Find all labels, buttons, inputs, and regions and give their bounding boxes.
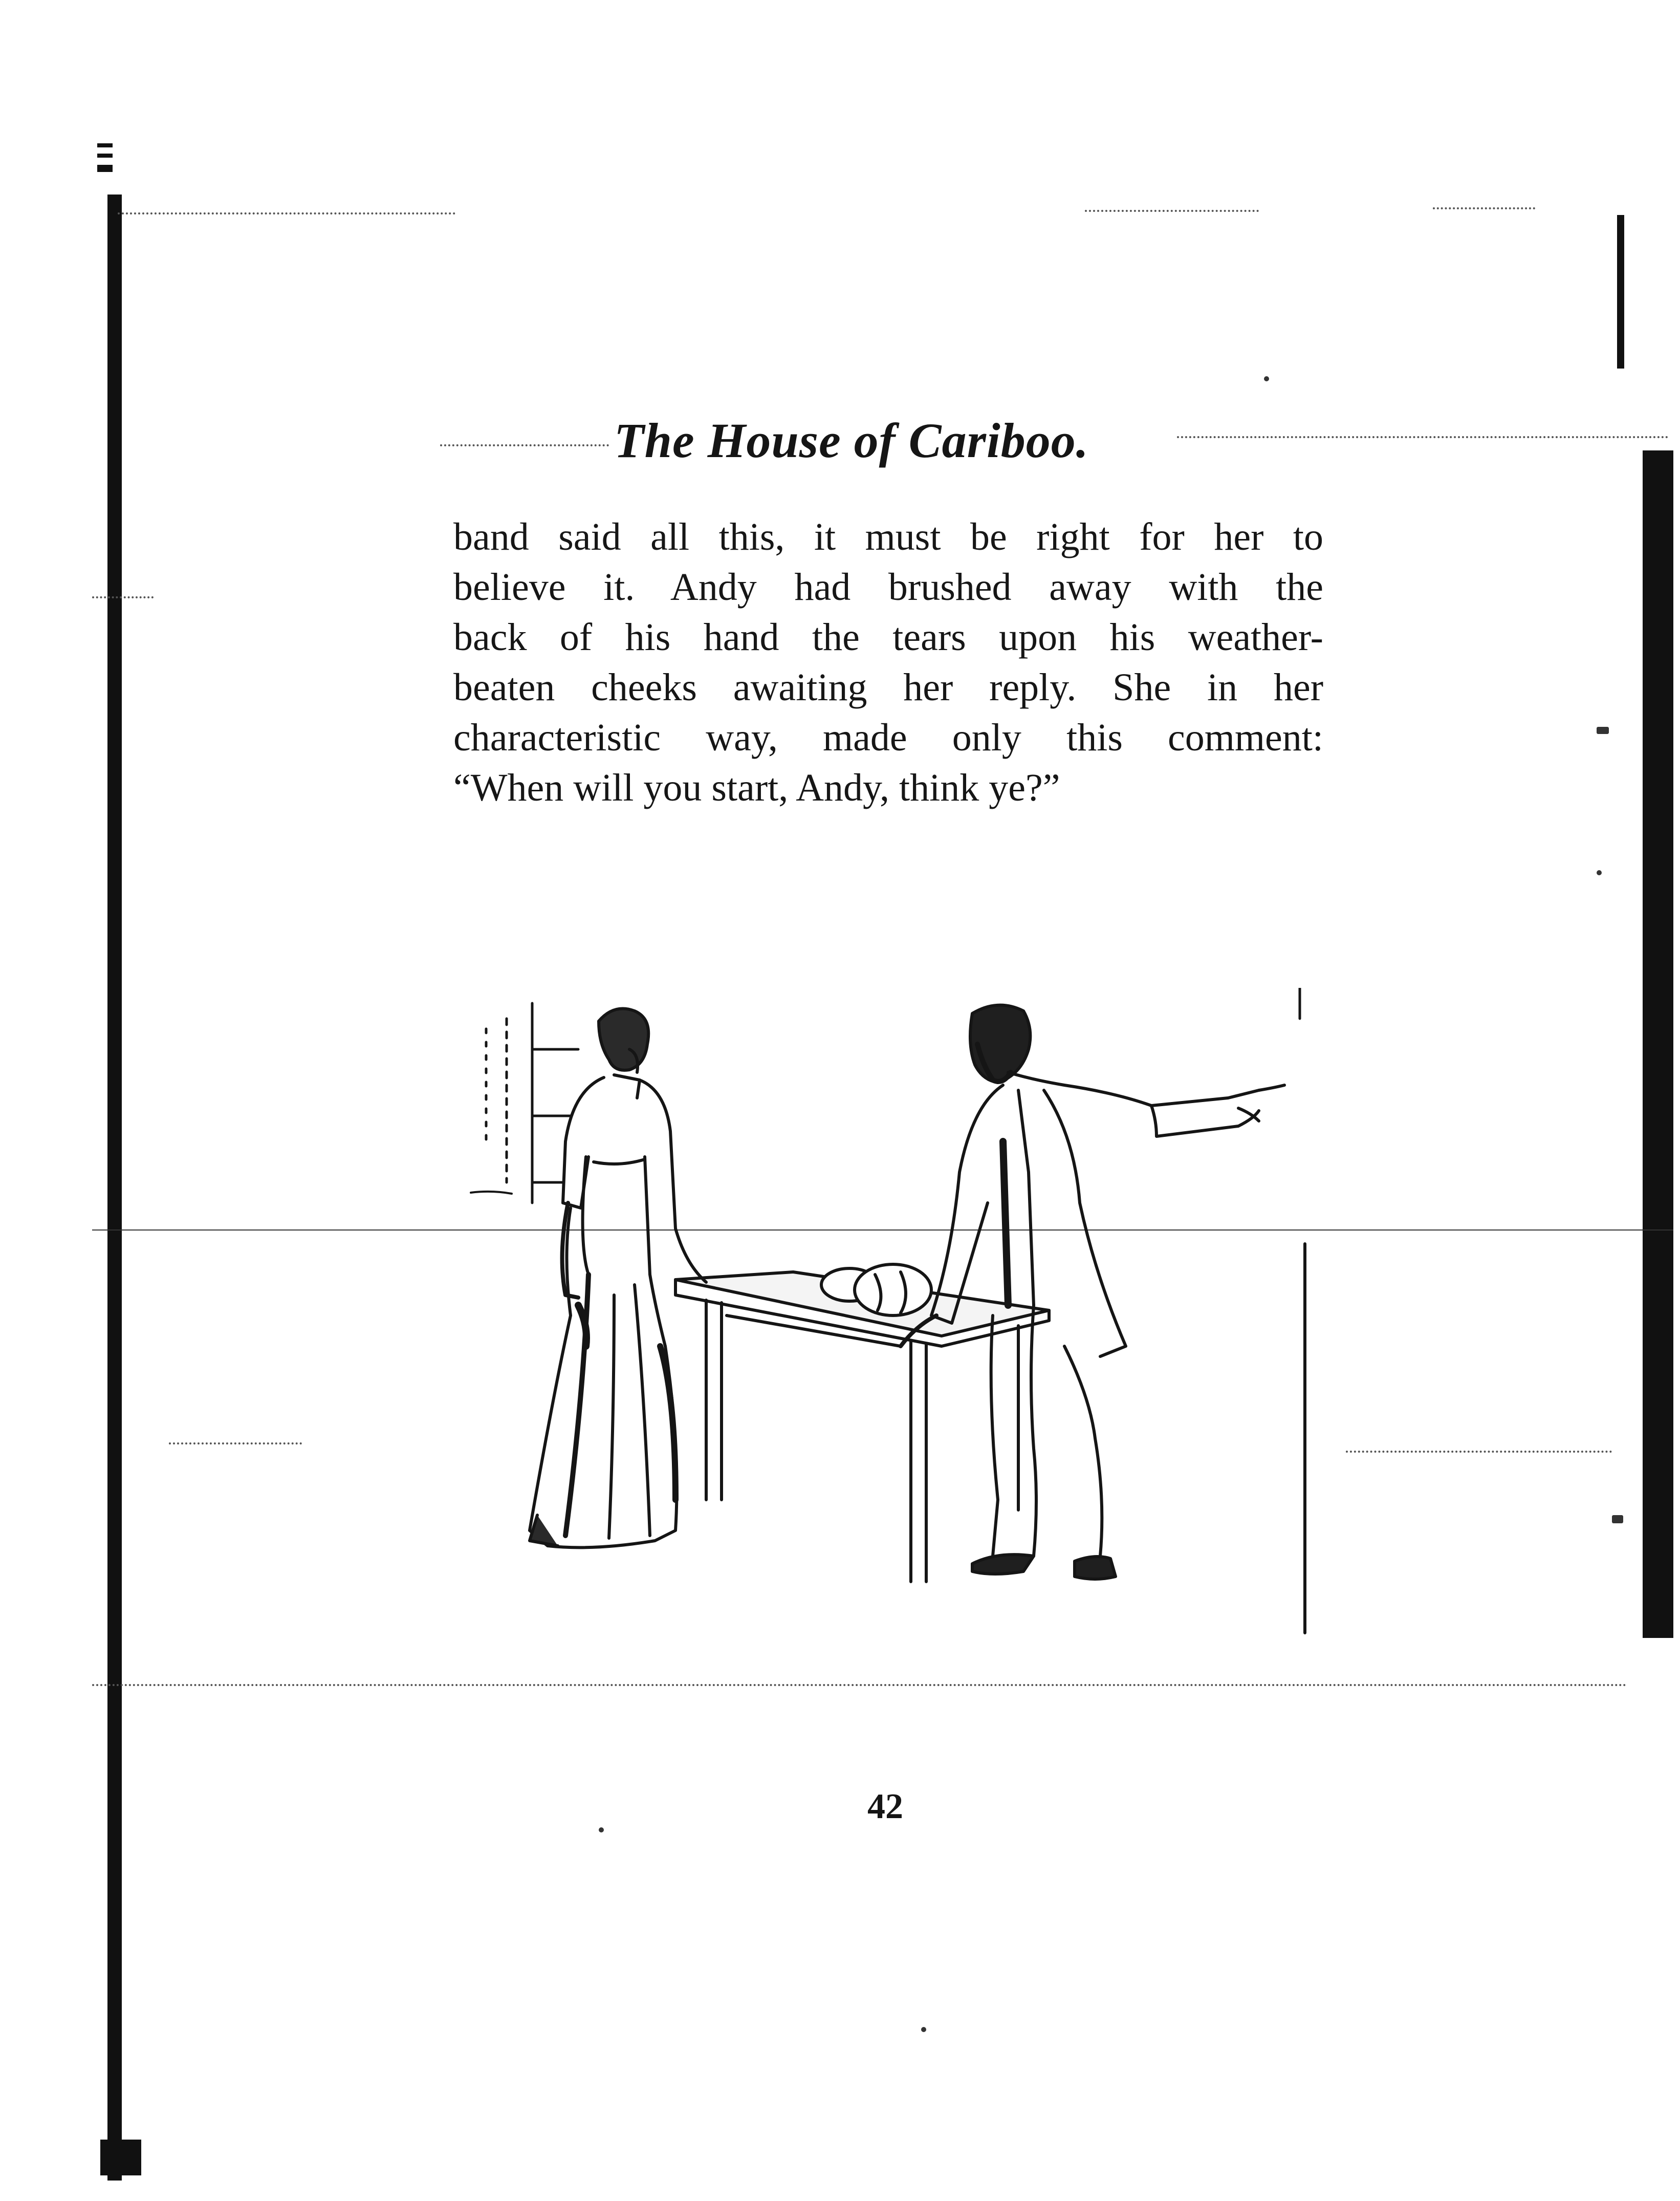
running-title: The House of Cariboo.	[614, 413, 1089, 468]
right-scan-edge-top	[1617, 215, 1624, 369]
left-scan-marks	[97, 154, 113, 158]
left-scan-edge	[107, 195, 122, 2181]
header-dotted-line	[440, 444, 609, 446]
header-dotted-line	[1177, 436, 1668, 438]
scan-speck	[1264, 376, 1269, 381]
man-figure	[901, 1005, 1284, 1579]
right-scan-edge	[1643, 450, 1673, 1638]
scan-dotted-line	[92, 596, 154, 598]
scan-speck	[1612, 1515, 1623, 1523]
scan-dotted-line	[169, 1442, 302, 1444]
left-scan-marks	[97, 143, 113, 147]
left-scan-edge-bottom	[100, 2140, 141, 2175]
illustration	[461, 988, 1330, 1653]
scan-speck	[1597, 870, 1602, 875]
text-line: back of his hand the tears upon his weather-	[453, 616, 1323, 659]
text-line: believe it. Andy had brushed away with the	[453, 566, 1323, 609]
text-line: beaten cheeks awaiting her reply. She in her	[453, 666, 1323, 709]
text-line: characteristic way, made only this comment:	[453, 716, 1323, 759]
scan-speck	[1597, 727, 1609, 734]
scan-dotted-line	[1433, 207, 1535, 209]
page-number: 42	[867, 1787, 903, 1826]
scan-dotted-line	[1346, 1451, 1612, 1453]
text-line: “When will you start, Andy, think ye?”	[453, 766, 1060, 809]
scan-dotted-line	[1085, 210, 1259, 212]
left-scan-marks	[97, 165, 113, 172]
scan-speck	[599, 1827, 604, 1832]
body-paragraph	[453, 512, 1323, 813]
scan-speck	[921, 2027, 926, 2032]
scan-dotted-line	[118, 212, 455, 214]
text-line: band said all this, it must be right for her to	[453, 515, 1323, 558]
scan-dotted-line	[92, 1684, 1627, 1686]
